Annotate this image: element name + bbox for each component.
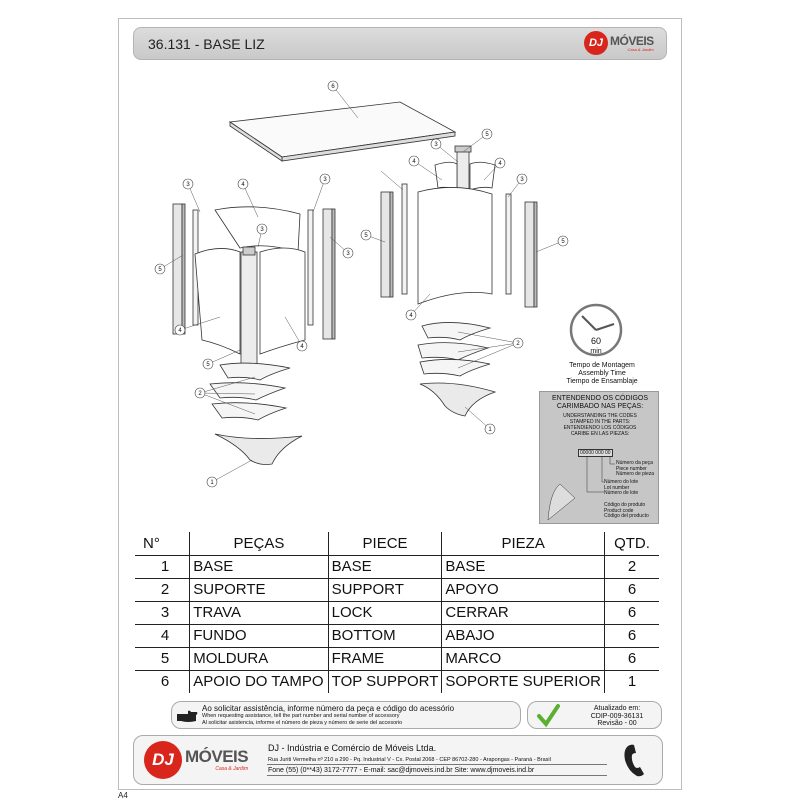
svg-text:4: 4	[412, 159, 416, 165]
svg-text:2: 2	[516, 341, 520, 347]
svg-text:3: 3	[323, 177, 327, 183]
header-number: N°	[135, 532, 190, 555]
part-support-right-3	[420, 359, 490, 376]
logo-mark: DJ	[584, 31, 608, 55]
sample-code: 00000 000 00	[580, 450, 611, 456]
part-lock-right-1	[402, 184, 407, 294]
clock-icon	[571, 305, 621, 355]
assistance-en: When requesting assistance, tell the part number and serial number of accessory	[202, 713, 400, 719]
code-legend-title: ENTENDENDO OS CÓDIGOS CARIMBADO NAS PEÇAS:	[551, 395, 649, 410]
piece-number-labels: Número da peça Piece number Número de pieza	[616, 460, 655, 477]
svg-text:min: min	[590, 348, 602, 355]
code-legend-box	[539, 391, 659, 524]
svg-text:1: 1	[488, 427, 492, 433]
svg-text:3: 3	[346, 251, 350, 257]
callout-3-left-c	[257, 224, 267, 234]
part-frame-left-2	[323, 209, 332, 339]
callout-1-right	[485, 424, 495, 434]
part-frame-left-3	[241, 252, 257, 364]
callout-4-left-a	[238, 179, 248, 189]
callout-5-right-a	[482, 129, 492, 139]
revision-label: Revisão - 00	[597, 720, 637, 727]
svg-text:3: 3	[260, 227, 264, 233]
svg-text:4: 4	[498, 161, 502, 167]
table-row: 2 SUPORTE SUPPORT APOYO 6	[135, 578, 659, 601]
table-row: 5 MOLDURA FRAME MARCO 6	[135, 647, 659, 670]
assembly-time-en: Assembly Time	[578, 370, 626, 377]
table-row: 3 TRAVA LOCK CERRAR 6	[135, 601, 659, 624]
part-lock-right-2	[506, 194, 511, 294]
assembly-time-pt: Tempo de Montagem	[569, 362, 635, 369]
parts-table-header	[135, 532, 659, 555]
header-pecas: PEÇAS	[190, 532, 328, 555]
callout-5-left-b	[203, 359, 213, 369]
svg-text:4: 4	[178, 328, 182, 334]
header-logo	[584, 31, 654, 55]
part-frame-left-1	[173, 204, 182, 334]
svg-text:4: 4	[241, 182, 245, 188]
callout-1-left	[207, 477, 217, 487]
part-bottom-right-2	[470, 162, 495, 190]
callout-3-left-d	[343, 248, 353, 258]
svg-text:5: 5	[158, 267, 162, 273]
company-address: Rua Juriti Vermelha nº 210 a 290 - Pq. Industrial V - Cx. Postal 2068 - CEP 86702-280 - Arapongas - Paraná - Brasil	[268, 757, 551, 763]
part-bottom-left-2	[195, 248, 240, 354]
part-lock-left-2	[308, 210, 313, 325]
callout-2-right	[513, 338, 523, 348]
pointing-hand-icon	[176, 708, 198, 724]
svg-text:2: 2	[198, 391, 202, 397]
document-code: CDIP-009-36131	[590, 713, 644, 720]
svg-text:3: 3	[434, 142, 438, 148]
part-base-right	[420, 383, 495, 416]
callout-5-right-b	[361, 230, 371, 240]
part-base-left	[215, 434, 302, 465]
table-row: 6 APOIO DO TAMPO TOP SUPPORT SOPORTE SUPERIOR 1	[135, 670, 659, 693]
company-contact: Fone (55) (0**43) 3172-7777 - E-mail: sac@djmoveis.ind.br Site: www.djmoveis.ind.br	[268, 767, 535, 774]
company-name: DJ - Indústria e Comércio de Móveis Ltda.	[268, 743, 437, 753]
part-frame-right-1	[381, 192, 390, 297]
callout-4-right-b	[495, 158, 505, 168]
svg-text:6: 6	[331, 84, 335, 90]
callout-4-right-a	[409, 156, 419, 166]
header-piece: PIECE	[328, 532, 442, 555]
part-support-right-2	[418, 343, 488, 360]
table-row: 4 FUNDO BOTTOM ABAJO 6	[135, 624, 659, 647]
assembly-time-es: Tiempo de Ensamblaje	[566, 378, 638, 385]
svg-text:1: 1	[210, 480, 214, 486]
code-legend-subtitle: UNDERSTANDING THE CODES STAMPED IN THE PARTS: ENTENDIENDO LOS CÓDIGOS CARIBE EN LAS PIEZAS:	[563, 413, 637, 437]
footer-divider	[267, 764, 607, 765]
header-qty: QTD.	[604, 532, 659, 555]
svg-text:3: 3	[186, 182, 190, 188]
telephone-icon	[622, 744, 648, 778]
footer-logo	[144, 741, 248, 779]
callout-4-right-c	[406, 310, 416, 320]
assistance-note	[171, 701, 521, 729]
footer-divider	[267, 775, 607, 776]
footer-logo-tagline: Casa & Jardim	[215, 766, 249, 772]
lot-number-labels: Número do lote Lot number Número de lote	[604, 479, 639, 496]
part-support-left-1	[220, 363, 290, 380]
part-support-right-1	[422, 322, 490, 340]
assembly-time-labels	[552, 362, 652, 386]
svg-text:4: 4	[409, 313, 413, 319]
part-support-left-2	[210, 383, 285, 400]
revision-box	[527, 701, 662, 729]
parts-table	[135, 532, 659, 693]
part-frame-right-2	[525, 202, 534, 307]
assistance-pt: Ao solicitar assistência, informe número da peça e código do acessório	[202, 704, 455, 713]
svg-text:3: 3	[520, 177, 524, 183]
checkmark-icon	[536, 704, 560, 728]
svg-text:60: 60	[590, 336, 602, 346]
product-code-labels: Código do produto Product code Código del producto	[604, 502, 649, 519]
part-bottom-left-3	[260, 248, 305, 354]
callout-4-left-c	[297, 341, 307, 351]
page-title: 36.131 - BASE LIZ	[148, 36, 265, 52]
svg-text:4: 4	[300, 344, 304, 350]
svg-text:5: 5	[206, 362, 210, 368]
callout-6-left	[328, 81, 338, 91]
footer-logo-brand: MÓVEIS	[185, 747, 249, 766]
part-bottom-right-3	[418, 187, 492, 304]
callout-3-right-b	[517, 174, 527, 184]
assistance-es: Al solicitar asistencia, informe el número de pieza y número de serie del accesorio	[202, 720, 403, 726]
callout-5-left-a	[155, 264, 165, 274]
part-support-left-3	[212, 403, 286, 420]
updated-label: Atualizado em:	[593, 705, 641, 712]
part-bottom-right-1	[435, 162, 457, 190]
callout-5-right-c	[558, 236, 568, 246]
svg-text:5: 5	[561, 239, 565, 245]
footer-logo-mark: DJ	[144, 741, 182, 779]
header-pieza: PIEZA	[442, 532, 605, 555]
table-row: 1 BASE BASE BASE 2	[135, 555, 659, 578]
callout-4-left-b	[175, 325, 185, 335]
callout-3-right-a	[431, 139, 441, 149]
footer	[133, 735, 663, 785]
callout-3-left-a	[183, 179, 193, 189]
callout-3-left-b	[320, 174, 330, 184]
svg-text:5: 5	[485, 132, 489, 138]
page-size-label: A4	[118, 791, 128, 800]
logo-brand: MÓVEIS	[610, 33, 654, 48]
logo-tagline: Casa & Jardim	[627, 46, 654, 52]
callout-2-left	[195, 388, 205, 398]
svg-text:5: 5	[364, 233, 368, 239]
